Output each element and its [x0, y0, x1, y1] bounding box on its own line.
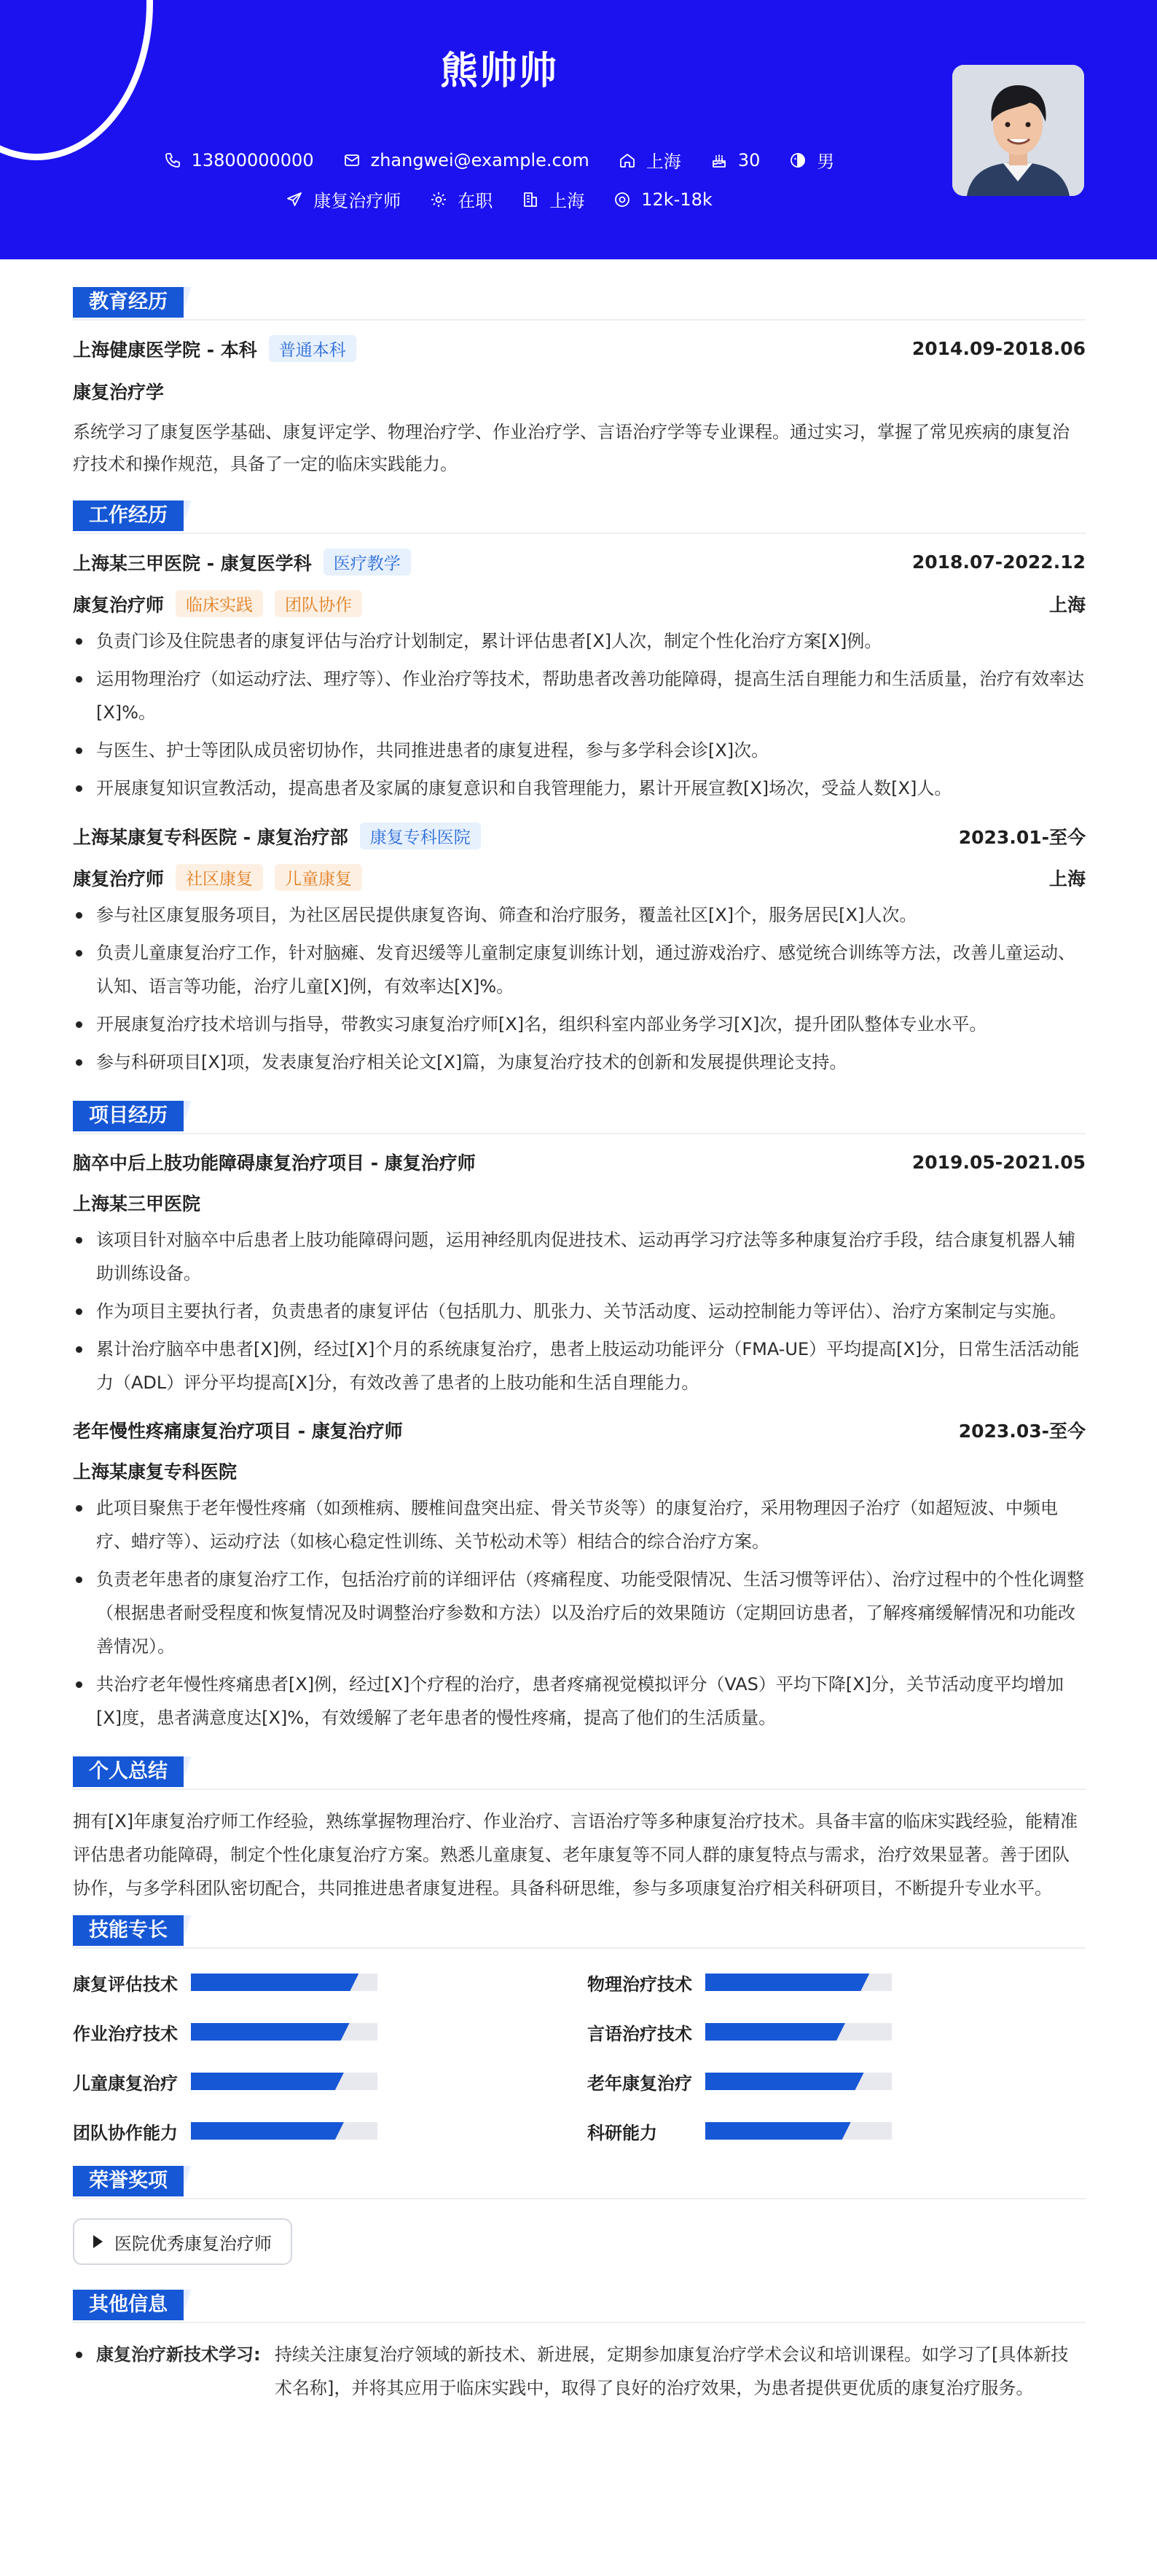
list-item: 运用物理治疗（如运动疗法、理疗等）、作业治疗等技术，帮助患者改善功能障碍，提高生活自理能力和生活质量，治疗有效率达[X]%。	[73, 662, 1086, 729]
skill-bar	[705, 1974, 892, 1991]
project-entry	[73, 1149, 1086, 1399]
skill-fill	[705, 2073, 864, 2090]
project-bullets	[73, 1223, 1086, 1399]
skill-fill	[191, 2122, 344, 2140]
skill-bar	[705, 2023, 892, 2041]
job-text: 康复治疗师	[313, 191, 401, 211]
avatar-photo	[952, 65, 1084, 196]
skill-item	[587, 2007, 1086, 2057]
skill-label: 言语治疗技术	[587, 2023, 692, 2044]
project-name: 老年慢性疼痛康复治疗项目 - 康复治疗师	[73, 1421, 403, 1442]
gender-text: 男	[817, 152, 835, 172]
home-icon	[619, 152, 636, 169]
section-work	[73, 500, 1086, 531]
skill-label: 康复评估技术	[73, 1974, 178, 1995]
skill-item	[73, 1957, 587, 2007]
work-skill-tag: 社区康复	[176, 864, 263, 891]
section-title-work: 工作经历	[73, 500, 184, 531]
work-skill-tag: 团队协作	[275, 590, 362, 617]
list-item: 此项目聚焦于老年慢性疼痛（如颈椎病、腰椎间盘突出症、骨关节炎等）的康复治疗，采用物理因子治疗（如超短波、中频电疗、蜡疗等）、运动疗法（如核心稳定性训练、关节松动术等）相结合的综合治疗方案。	[73, 1491, 1086, 1558]
list-item: 开展康复知识宣教活动，提高患者及家属的康复意识和自我管理能力，累计开展宣教[X]场次，受益人数[X]人。	[73, 771, 1086, 805]
gear-icon	[430, 191, 447, 208]
phone-info	[164, 150, 314, 170]
project-org: 上海某康复专科医院	[73, 1461, 238, 1483]
job-info	[286, 186, 401, 212]
work-city: 上海	[1048, 868, 1086, 890]
play-icon	[93, 2235, 103, 2248]
section-summary	[73, 1756, 1086, 1787]
list-item: 负责儿童康复治疗工作，针对脑瘫、发育迟缓等儿童制定康复训练计划，通过游戏治疗、感觉统合训练等方法，改善儿童运动、认知、语言等功能，治疗儿童[X]例，有效率达[X]%。	[73, 936, 1086, 1003]
skill-bar	[191, 1974, 377, 1991]
other-label: 康复治疗新技术学习:	[73, 2338, 275, 2405]
mail-icon	[343, 152, 361, 169]
skill-fill	[191, 2073, 344, 2090]
skill-label: 儿童康复治疗	[73, 2073, 178, 2094]
section-other	[73, 2290, 1086, 2320]
list-item: 开展康复治疗技术培训与指导，带教实习康复治疗师[X]名，组织科室内部业务学习[X]次，提升团队整体专业水平。	[73, 1008, 1086, 1041]
education-major: 康复治疗学	[73, 382, 165, 403]
skill-bar	[191, 2073, 377, 2090]
section-project	[73, 1101, 1086, 1131]
work-city-info	[522, 186, 584, 212]
job-row	[0, 186, 998, 212]
list-item: 负责门诊及住院患者的康复评估与治疗计划制定，累计评估患者[X]人次，制定个性化治疗方案[X]例。	[73, 624, 1086, 658]
work-entry	[73, 822, 1086, 1079]
project-date: 2019.05-2021.05	[911, 1151, 1086, 1173]
work-role: 康复治疗师	[73, 868, 165, 890]
list-item: 参与社区康复服务项目，为社区居民提供康复咨询、筛查和治疗服务，覆盖社区[X]个，服务居民[X]人次。	[73, 898, 1086, 932]
project-date: 2023.03-至今	[958, 1421, 1086, 1442]
skill-item	[587, 1957, 1086, 2007]
skill-item	[587, 2057, 1086, 2106]
work-role: 康复治疗师	[73, 594, 165, 616]
skill-label: 物理治疗技术	[587, 1974, 692, 1995]
contact-row	[0, 147, 998, 173]
skill-label: 老年康复治疗	[587, 2073, 692, 2094]
skill-fill	[191, 1974, 358, 1991]
list-item: 参与科研项目[X]项，发表康复治疗相关论文[X]篇，为康复治疗技术的创新和发展提供理论支持。	[73, 1045, 1086, 1079]
status-text: 在职	[458, 191, 493, 211]
list-item: 与医生、护士等团队成员密切协作，共同推进患者的康复进程，参与多学科会诊[X]次。	[73, 734, 1086, 767]
skill-bar	[191, 2023, 377, 2041]
skill-bar	[191, 2122, 377, 2140]
cake-icon	[710, 152, 728, 169]
skill-item	[73, 2106, 587, 2156]
section-title-project: 项目经历	[73, 1101, 184, 1131]
education-major-row	[73, 378, 1086, 404]
resume-header	[0, 0, 1157, 259]
phone-text: 13800000000	[191, 149, 314, 170]
age-text: 30	[737, 149, 761, 170]
section-title-education: 教育经历	[73, 287, 184, 318]
salary-info	[613, 189, 713, 210]
send-icon	[286, 191, 303, 208]
award-badge	[73, 2218, 292, 2265]
work-skill-tag: 临床实践	[176, 590, 263, 617]
work-date: 2023.01-至今	[958, 826, 1086, 848]
work-bullets	[73, 624, 1086, 805]
list-item: 共治疗老年慢性疼痛患者[X]例，经过[X]个疗程的治疗，患者疼痛视觉模拟评分（VAS）平均下降[X]分，关节活动度平均增加[X]度，患者满意度达[X]%，有效缓解了老年患者的慢性疼痛，提高了他们的生活质量。	[73, 1668, 1086, 1735]
work-city-text: 上海	[549, 191, 585, 211]
section-skills	[73, 1915, 1086, 1946]
gender-icon	[789, 152, 807, 169]
skill-label: 科研能力	[587, 2122, 657, 2143]
gender-info	[789, 147, 834, 173]
award-text: 医院优秀康复治疗师	[114, 2233, 272, 2254]
project-org: 上海某三甲医院	[73, 1193, 201, 1214]
candidate-name: 熊帅帅	[439, 50, 558, 93]
project-bullets	[73, 1491, 1086, 1735]
list-item: 作为项目主要执行者，负责患者的康复评估（包括肌力、肌张力、关节活动度、运动控制能力等评估）、治疗方案制定与实施。	[73, 1295, 1086, 1328]
skill-item	[73, 2007, 587, 2057]
education-date: 2014.09-2018.06	[911, 338, 1086, 359]
work-tag: 医疗教学	[323, 549, 411, 576]
skill-label: 作业治疗技术	[73, 2023, 178, 2044]
city-text: 上海	[646, 152, 681, 172]
status-info	[430, 186, 493, 212]
phone-icon	[164, 152, 181, 169]
skill-fill	[705, 1974, 869, 1991]
work-skill-tag: 儿童康复	[275, 864, 362, 891]
skills-grid	[73, 1957, 1086, 2156]
skill-label: 团队协作能力	[73, 2122, 178, 2143]
skill-fill	[705, 2122, 851, 2140]
other-text: 持续关注康复治疗领域的新技术、新进展，定期参加康复治疗学术会议和培训课程。如学习了[具体新技术名称]，并将其应用于临床实践中，取得了良好的治疗效果，为患者提供更优质的康复治疗服务。	[275, 2344, 1069, 2398]
email-info	[343, 150, 589, 170]
education-entry	[73, 335, 1086, 362]
work-org: 上海某康复专科医院 - 康复治疗部	[73, 826, 348, 848]
salary-text: 12k-18k	[641, 189, 713, 210]
work-org: 上海某三甲医院 - 康复医学科	[73, 552, 312, 574]
other-item	[73, 2338, 1086, 2405]
email-text: zhangwei@example.com	[370, 149, 589, 170]
list-item: 该项目针对脑卒中后患者上肢功能障碍问题，运用神经肌肉促进技术、运动再学习疗法等多种康复治疗手段，结合康复机器人辅助训练设备。	[73, 1223, 1086, 1290]
list-item: 累计治疗脑卒中患者[X]例，经过[X]个月的系统康复治疗，患者上肢运动功能评分（FMA-UE）平均提高[X]分，日常生活活动能力（ADL）评分平均提高[X]分，有效改善了患者的上肢功能和生活自理能力。	[73, 1332, 1086, 1399]
section-title-skills: 技能专长	[73, 1915, 184, 1946]
section-awards	[73, 2166, 1086, 2196]
age-info	[710, 150, 761, 170]
skill-item	[587, 2106, 1086, 2156]
avatar-image	[952, 65, 1084, 196]
work-date: 2018.07-2022.12	[911, 551, 1086, 573]
skill-item	[73, 2057, 587, 2106]
work-entry	[73, 549, 1086, 805]
building-icon	[522, 191, 539, 208]
project-name: 脑卒中后上肢功能障碍康复治疗项目 - 康复治疗师	[73, 1152, 476, 1174]
education-tag: 普通本科	[269, 335, 356, 362]
skill-bar	[705, 2073, 892, 2090]
skill-fill	[191, 2023, 350, 2041]
resume-body	[73, 259, 1086, 2405]
coin-icon	[613, 191, 631, 208]
section-title-summary: 个人总结	[73, 1756, 184, 1787]
summary-text: 拥有[X]年康复治疗师工作经验，熟练掌握物理治疗、作业治疗、言语治疗等多种康复治疗技术。具备丰富的临床实践经验，能精准评估患者功能障碍，制定个性化康复治疗方案。熟悉儿童康复、老年康复等不同人群的康复特点与需求，治疗效果显著。善于团队协作，与多学科团队密切配合，共同推进患者康复进程。具备科研思维，参与多项康复治疗相关科研项目，不断提升专业水平。	[73, 1811, 1078, 1898]
education-school: 上海健康医学院 - 本科	[73, 339, 257, 361]
city-info	[619, 147, 681, 173]
work-tag: 康复专科医院	[360, 822, 481, 849]
section-title-awards: 荣誉奖项	[73, 2166, 184, 2196]
work-bullets	[73, 898, 1086, 1079]
section-title-other: 其他信息	[73, 2290, 184, 2320]
project-entry	[73, 1417, 1086, 1735]
section-education	[73, 287, 1086, 318]
list-item: 负责老年患者的康复治疗工作，包括治疗前的详细评估（疼痛程度、功能受限情况、生活习惯等评估）、治疗过程中的个性化调整（根据患者耐受程度和恢复情况及时调整治疗参数和方法）以及治疗后的效果随访（定期回访患者，了解疼痛缓解情况和功能改善情况）。	[73, 1563, 1086, 1663]
skill-bar	[705, 2122, 892, 2140]
work-city: 上海	[1048, 594, 1086, 616]
education-desc: 系统学习了康复医学基础、康复评定学、物理治疗学、作业治疗学、言语治疗学等专业课程。通过实习，掌握了常见疾病的康复治疗技术和操作规范，具备了一定的临床实践能力。	[73, 422, 1070, 474]
skill-fill	[705, 2023, 845, 2041]
